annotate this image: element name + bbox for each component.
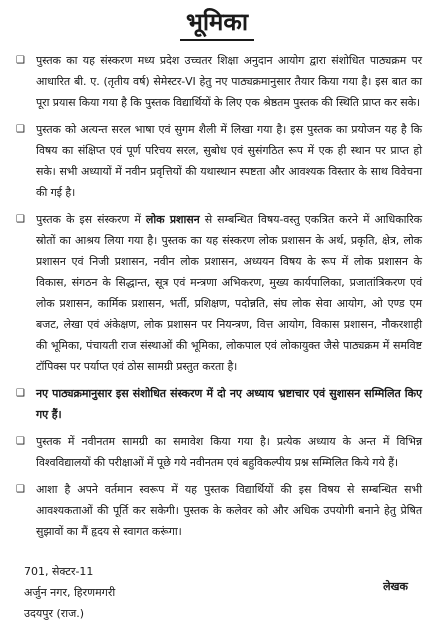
item-text-post: से सम्बन्धित विषय-वस्तु एकत्रित करने में आधिकारिक स्रोतों का आश्रय लिया गया है। पुस्तक का यह संस्करण लोक प्रशासन के अर्थ, प्रकृति, क्षेत्र, लोक प्रशासन एवं निजी प्रशासन, नवीन लोक प्रशासन, अध्ययन विषय के रूप में लोक प्रशासन के विकास, संगठन के सिद्धान्त, सूत्र एवं मन्त्रणा अभिकरण, मुख्य कार्यपालिका, प्रजातांत्रिकरण एवं लोक प्रशासन, कार्मिक प्रशासन, भर्ती, प्रशिक्षण, पदोन्नति, संघ लोक सेवा आयोग, ओ एण्ड एम बजट, लेखा एवं अंकेक्षण, लोक प्रशासन पर नियन्त्रण, वित्त आयोग, विकास प्रशासन, नौकरशाही की भूमिका, पंचायती राज संस्थाओं की भूमिका, लोकपाल एवं लोकायुक्त जैसे पाठ्यक्रम में समविष्ट टॉपिक्स पर पर्याप्त एवं ठोस सामग्री प्रस्तुत करता है। <box>36 213 422 373</box>
title-wrap <box>0 6 434 46</box>
checkbox-bullet-icon: ❑ <box>16 436 25 447</box>
address-line: 701, सेक्टर-11 <box>24 565 94 578</box>
list-item <box>14 50 422 113</box>
address-line: उदयपुर (राज.) <box>24 607 85 620</box>
checkbox-bullet-icon: ❑ <box>16 484 25 495</box>
item-text: आशा है अपने वर्तमान स्वरूप में यह पुस्तक विद्यार्थियों की इस विषय से सम्बन्धित सभी आवश्यकताओं की पूर्ति कर सकेगी। पुस्तक के कलेवर को और अधिक उपयोगी बनाने हेतु प्रेषित सुझावों का मैं हृदय से स्वागत करूंगा। <box>36 483 422 538</box>
checkbox-bullet-icon: ❑ <box>16 55 25 66</box>
list-item <box>14 209 422 377</box>
list-item <box>14 431 422 473</box>
checkbox-bullet-icon: ❑ <box>16 388 25 399</box>
item-text: पुस्तक को अत्यन्त सरल भाषा एवं सुगम शैली में लिखा गया है। इस पुस्तक का प्रयोजन यह है कि विषय का संक्षिप्त एवं पूर्ण परिचय सरल, सुबोध एवं सुसंगठित रूप में एक ही स्थान पर प्राप्त हो सके। सभी अध्यायों में नवीन प्रवृत्तियों की यथास्थान स्पष्टता और आवश्यक विस्तार के साथ विवेचना की गई है। <box>36 123 422 199</box>
item-text-bold: लोक प्रशासन <box>145 213 200 226</box>
list-item <box>14 383 422 425</box>
checkbox-bullet-icon: ❑ <box>16 124 25 135</box>
preface-list <box>14 50 422 548</box>
author-signature: लेखक <box>383 580 408 593</box>
item-text: पुस्तक में नवीनतम सामग्री का समावेश किया गया है। प्रत्येक अध्याय के अन्त में विभिन्न विश्वविद्यालयों की परीक्षाओं में पूछे गये नवीनतम एवं बहुविकल्पीय प्रश्न सम्मिलित किये गये हैं। <box>36 435 422 469</box>
address-line: अर्जुन नगर, हिरणमगरी <box>24 586 116 599</box>
item-text <box>36 209 422 377</box>
item-text: पुस्तक का यह संस्करण मध्य प्रदेश उच्चतर शिक्षा अनुदान आयोग द्वारा संशोधित पाठ्यक्रम पर आधारित बी. ए. (तृतीय वर्ष) सेमेस्टर-VI हेतु नए पाठ्यक्रमानुसार तैयार किया गया है। इस बात का पूरा प्रयास किया गया है कि पुस्तक विद्यार्थियों के लिए एक श्रेष्ठतम पुस्तक की स्थिति प्राप्त कर सके। <box>36 54 422 109</box>
list-item <box>14 479 422 542</box>
item-text-pre: पुस्तक के इस संस्करण में <box>36 213 146 226</box>
item-text: नए पाठ्यक्रमानुसार इस संशोधित संस्करण में दो नए अध्याय भ्रष्टाचार एवं सुशासन सम्मिलित किए गए हैं। <box>36 387 422 421</box>
list-item <box>14 119 422 203</box>
page-title: भूमिका <box>180 6 254 41</box>
checkbox-bullet-icon: ❑ <box>16 214 25 225</box>
author-address <box>24 561 115 624</box>
